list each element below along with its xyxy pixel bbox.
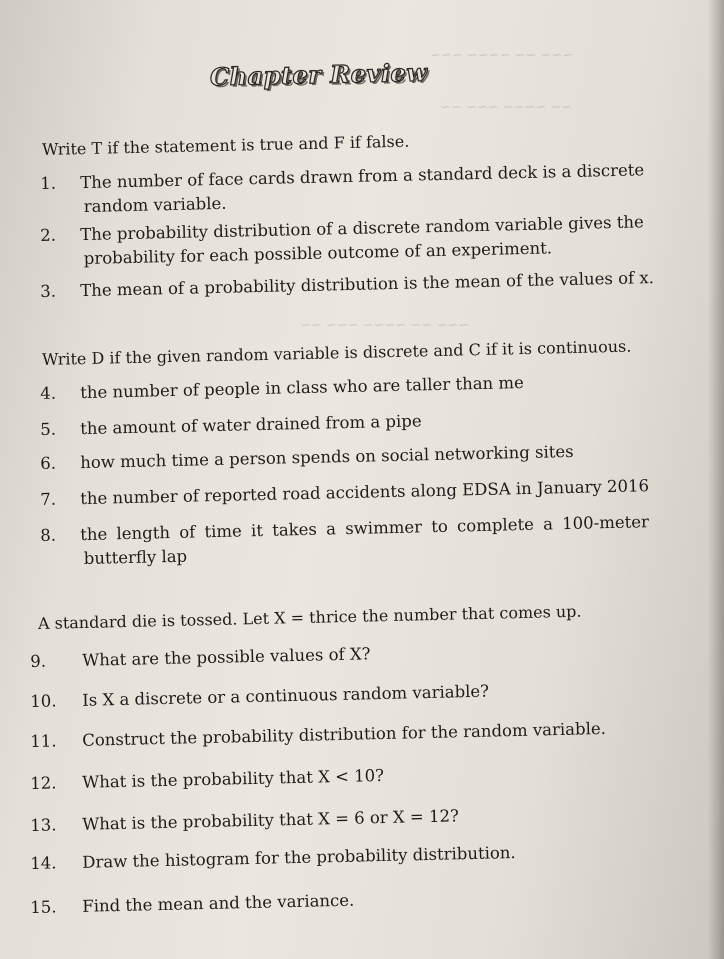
question-text: Construct the probability distribution for the random variable.: [82, 718, 607, 750]
question-item-13: [30, 799, 670, 838]
question-text: The mean of a probability distribution is the mean of the values of x.: [80, 268, 655, 301]
section1-instruction: Write T if the statement is true and F if false.: [41, 131, 410, 159]
question-item-3: [40, 265, 680, 304]
question-text: The probability distribution of a discrete random variable gives the: [80, 212, 644, 245]
section3-instruction: A standard die is tossed. Let X = thrice the number that comes up.: [37, 601, 582, 633]
question-item-7: [40, 473, 680, 512]
question-text: the number of reported road accidents along EDSA in January 2016: [80, 476, 650, 509]
question-number: 10.: [30, 691, 57, 711]
question-text: how much time a person spends on social networking sites: [80, 441, 574, 473]
question-text: The number of face cards drawn from a standard deck is a discrete: [80, 160, 645, 193]
question-item-11: [30, 715, 670, 754]
question-item-10: [30, 675, 670, 714]
question-item-14: [30, 837, 670, 876]
question-number: 15.: [30, 897, 57, 917]
question-text: Is X a discrete or a continuous random variable?: [82, 681, 490, 710]
question-item-5: [40, 403, 680, 442]
question-text-continued: probability for each possible outcome of an experiment.: [83, 238, 553, 269]
question-number: 8.: [40, 525, 57, 545]
question-item-12: [30, 757, 670, 796]
question-number: 5.: [40, 419, 57, 439]
question-item-8: [40, 509, 681, 572]
question-text-continued: random variable.: [83, 193, 227, 217]
question-text: What are the possible values of X?: [82, 644, 371, 670]
question-item-15: [30, 881, 670, 920]
question-number: 4.: [40, 383, 57, 403]
question-number: 1.: [40, 173, 57, 193]
question-item-4: [40, 367, 680, 406]
question-text: Draw the histogram for the probability distribution.: [82, 842, 516, 872]
question-item-2: [40, 209, 681, 272]
question-number: 13.: [30, 815, 57, 835]
question-number: 11.: [30, 731, 57, 751]
question-number: 3.: [40, 281, 57, 301]
question-text: the amount of water drained from a pipe: [80, 411, 422, 439]
question-text: Find the mean and the variance.: [82, 890, 355, 916]
question-number: 7.: [40, 489, 57, 509]
question-item-9: [30, 635, 670, 674]
chapter-title: Chapter Review: [209, 57, 428, 92]
bleed-through: ~~~ ~~ ~~~~ ~~~ ~~: [300, 318, 470, 333]
question-number: 14.: [30, 853, 57, 873]
question-text: What is the probability that X = 6 or X = 12?: [82, 806, 460, 834]
question-number: 9.: [30, 651, 47, 671]
question-item-1: [40, 157, 681, 220]
page-edge-shadow: [708, 0, 724, 959]
section2-instruction: Write D if the given random variable is discrete and C if it is continuous.: [41, 336, 632, 369]
bleed-through: ~~ ~~~~ ~~~ ~~: [440, 100, 573, 115]
question-number: 2.: [40, 225, 57, 245]
question-text: the number of people in class who are taller than me: [80, 373, 525, 403]
question-text: What is the probability that X < 10?: [82, 765, 385, 792]
question-item-6: [40, 437, 680, 476]
question-text: the length of time it takes a swimmer to complete a 100-meter: [80, 512, 650, 545]
question-number: 6.: [40, 453, 57, 473]
question-text-continued: butterfly lap: [83, 546, 188, 569]
question-number: 12.: [30, 773, 57, 793]
bleed-through: ~~~ ~~ ~~~~ ~~~: [430, 48, 574, 63]
